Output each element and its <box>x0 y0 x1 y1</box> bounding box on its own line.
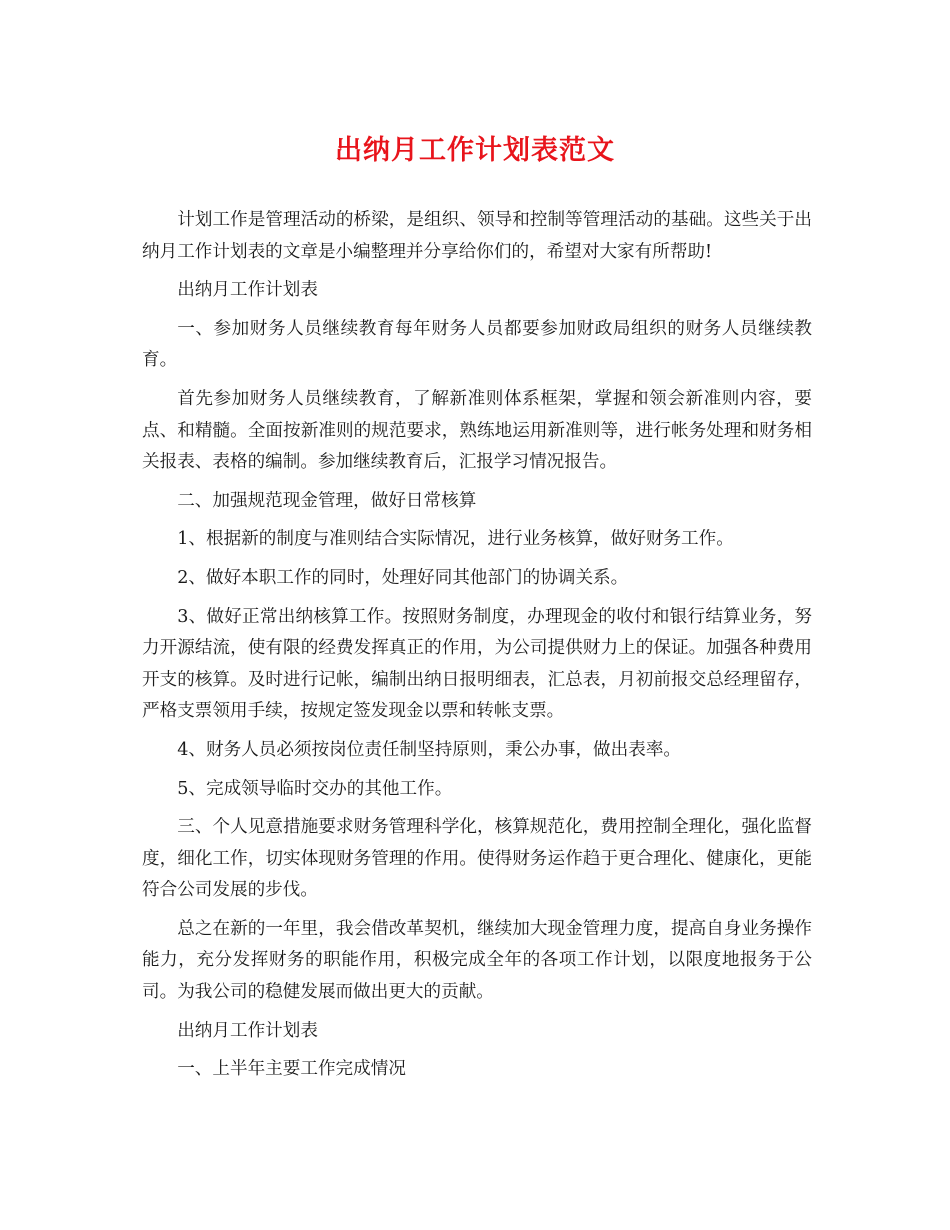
list-item: 3、做好正常出纳核算工作。按照财务制度，办理现金的收付和银行结算业务，努力开源结流，使有限的经费发挥真正的作用，为公司提供财力上的保证。加强各种费用开支的核算。及时进行记帐，编制出纳日报明细表，汇总表，月初前报交总经理留存，严格支票领用手续，按规定签发现金以票和转帐支票。 <box>142 606 812 722</box>
document-body <box>142 205 812 1093</box>
paragraph-conclusion: 总之在新的一年里，我会借改革契机，继续加大现金管理力度，提高自身业务操作能力，充分发挥财务的职能作用，积极完成全年的各项工作计划，以限度地报务于公司。为我公司的稳健发展而做出更大的贡献。 <box>142 918 812 1003</box>
paragraph-item-2: 二、加强规范现金管理，做好日常核算 <box>177 490 477 511</box>
section-heading: 出纳月工作计划表 <box>177 280 318 301</box>
paragraph-item-1: 一、参加财务人员继续教育每年财务人员都要参加财政局组织的财务人员继续教育。 <box>142 318 812 371</box>
paragraph: 首先参加财务人员继续教育，了解新准则体系框架，掌握和领会新准则内容，要点、和精髓。全面按新准则的规范要求，熟练地运用新准则等，进行帐务处理和财务相关报表、表格的编制。参加继续教育后，汇报学习情况报告。 <box>142 388 812 473</box>
paragraph-intro: 计划工作是管理活动的桥梁，是组织、领导和控制等管理活动的基础。这些关于出纳月工作计划表的文章是小编整理并分享给你们的，希望对大家有所帮助! <box>142 210 812 262</box>
list-item: 4、财务人员必须按岗位责任制坚持原则，秉公办事，做出表率。 <box>177 739 682 760</box>
list-item: 2、做好本职工作的同时，处理好同其他部门的协调关系。 <box>177 567 629 588</box>
paragraph-item-1: 一、上半年主要工作完成情况 <box>177 1059 406 1080</box>
list-item: 1、根据新的制度与准则结合实际情况，进行业务核算，做好财务工作。 <box>177 529 734 550</box>
paragraph-item-3: 三、个人见意措施要求财务管理科学化，核算规范化，费用控制全理化，强化监督度，细化工作，切实体现财务管理的作用。使得财务运作趋于更合理化、健康化，更能符合公司发展的步伐。 <box>142 817 812 901</box>
section-heading: 出纳月工作计划表 <box>177 1020 318 1041</box>
list-item: 5、完成领导临时交办的其他工作。 <box>177 778 453 799</box>
document-title: 出纳月工作计划表范文 <box>335 135 615 166</box>
